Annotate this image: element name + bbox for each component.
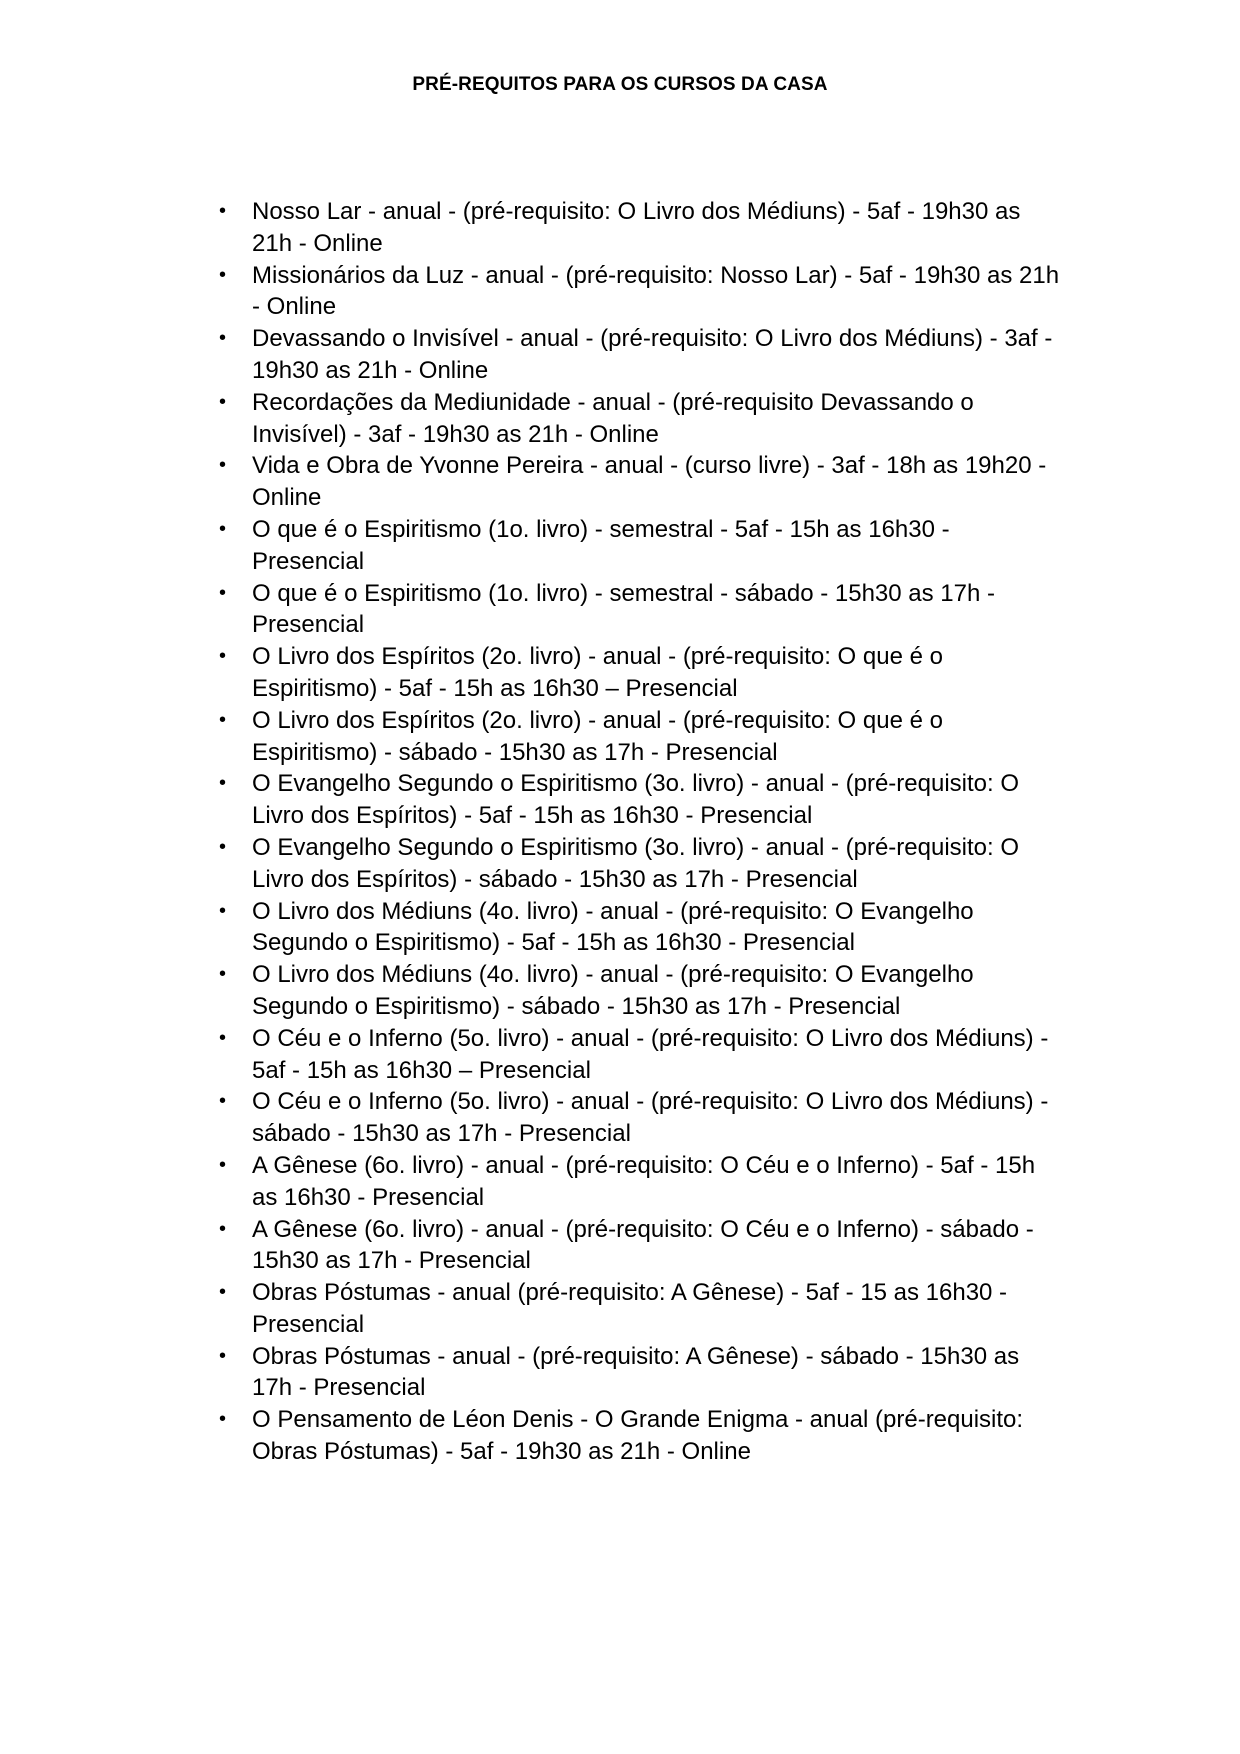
- bullet-icon: •: [219, 963, 227, 986]
- list-item: [219, 832, 1062, 896]
- course-text: O Livro dos Espíritos (2o. livro) - anual - (pré-requisito: O que é o Espiritismo) - sábado - 15h30 as 17h - Presencial: [252, 706, 943, 766]
- bullet-icon: •: [219, 899, 227, 922]
- course-text: O Evangelho Segundo o Espiritismo (3o. livro) - anual - (pré-requisito: O Livro dos Espíritos) - sábado - 15h30 as 17h - Presencial: [252, 833, 1020, 893]
- course-text: O Livro dos Médiuns (4o. livro) - anual - (pré-requisito: O Evangelho Segundo o Espiritismo) - sábado - 15h30 as 17h - Presencial: [252, 961, 974, 1020]
- course-text: Obras Póstumas - anual (pré-requisito: A Gênese) - 5af - 15 as 16h30 - Presencial: [252, 1279, 1008, 1338]
- course-text: Missionários da Luz - anual - (pré-requisito: Nosso Lar) - 5af - 19h30 as 21h - Online: [252, 261, 1060, 321]
- course-text: O Livro dos Espíritos (2o. livro) - anual - (pré-requisito: O que é o Espiritismo) - 5af - 15h as 16h30 – Presencial: [252, 643, 943, 702]
- list-item: [219, 260, 1062, 324]
- course-text: Devassando o Invisível - anual - (pré-requisito: O Livro dos Médiuns) - 3af - 19h30 as 21h - Online: [252, 325, 1053, 384]
- bullet-icon: •: [219, 263, 227, 286]
- list-item: [219, 1341, 1062, 1405]
- course-text: A Gênese (6o. livro) - anual - (pré-requisito: O Céu e o Inferno) - 5af - 15h as 16h30 - Presencial: [252, 1151, 1036, 1211]
- course-list: [219, 196, 1062, 1468]
- course-text: A Gênese (6o. livro) - anual - (pré-requisito: O Céu e o Inferno) - sábado - 15h30 as 17h - Presencial: [252, 1215, 1034, 1275]
- list-item: [219, 514, 1062, 578]
- bullet-icon: •: [219, 835, 227, 858]
- course-text: Obras Póstumas - anual - (pré-requisito: A Gênese) - sábado - 15h30 as 17h - Presencial: [252, 1342, 1020, 1402]
- bullet-icon: •: [219, 200, 227, 222]
- course-text: O Pensamento de Léon Denis - O Grande Enigma - anual (pré-requisito: Obras Póstumas) - 5af - 19h30 as 21h - Online: [252, 1406, 1024, 1466]
- document-title: PRÉ-REQUITOS PARA OS CURSOS DA CASA: [412, 74, 828, 95]
- bullet-icon: •: [219, 581, 227, 604]
- course-text: Nosso Lar - anual - (pré-requisito: O Livro dos Médiuns) - 5af - 19h30 as 21h - Online: [252, 198, 1021, 257]
- list-item: [219, 896, 1062, 960]
- list-item: [219, 578, 1062, 642]
- bullet-icon: •: [219, 772, 227, 795]
- bullet-icon: •: [219, 1217, 227, 1240]
- list-item: [219, 705, 1062, 769]
- course-text: O Céu e o Inferno (5o. livro) - anual - (pré-requisito: O Livro dos Médiuns) - 5af - 15h as 16h30 – Presencial: [252, 1024, 1049, 1084]
- list-item: [219, 768, 1062, 832]
- bullet-icon: •: [219, 1026, 227, 1049]
- list-item: [219, 450, 1062, 514]
- list-item: [219, 1023, 1062, 1087]
- list-item: [219, 959, 1062, 1023]
- list-item: [219, 1150, 1062, 1214]
- course-text: O Livro dos Médiuns (4o. livro) - anual - (pré-requisito: O Evangelho Segundo o Espiritismo) - 5af - 15h as 16h30 - Presencial: [252, 897, 974, 957]
- course-text: O Evangelho Segundo o Espiritismo (3o. livro) - anual - (pré-requisito: O Livro dos Espíritos) - 5af - 15h as 16h30 - Presencial: [252, 770, 1020, 830]
- bullet-icon: •: [219, 454, 227, 477]
- list-item: [219, 1086, 1062, 1150]
- course-text: Recordações da Mediunidade - anual - (pré-requisito Devassando o Invisível) - 3af - 19h30 as 21h - Online: [252, 388, 974, 448]
- list-item: [219, 641, 1062, 705]
- list-item: [219, 387, 1062, 451]
- bullet-icon: •: [219, 1090, 227, 1113]
- bullet-icon: •: [219, 1153, 227, 1176]
- course-text: Vida e Obra de Yvonne Pereira - anual - (curso livre) - 3af - 18h as 19h20 - Online: [252, 452, 1047, 512]
- bullet-icon: •: [219, 645, 227, 668]
- bullet-icon: •: [219, 390, 227, 413]
- bullet-icon: •: [219, 1408, 227, 1431]
- list-item: [219, 1277, 1062, 1341]
- bullet-icon: •: [219, 327, 227, 350]
- list-item: [219, 196, 1062, 260]
- course-text: O que é o Espiritismo (1o. livro) - semestral - 5af - 15h as 16h30 - Presencial: [252, 515, 950, 575]
- list-item: [219, 1214, 1062, 1278]
- bullet-icon: •: [219, 1344, 227, 1367]
- course-text: O Céu e o Inferno (5o. livro) - anual - (pré-requisito: O Livro dos Médiuns) - sábado - 15h30 as 17h - Presencial: [252, 1088, 1049, 1148]
- bullet-icon: •: [219, 517, 227, 540]
- bullet-icon: •: [219, 708, 227, 731]
- bullet-icon: •: [219, 1281, 227, 1304]
- list-item: [219, 323, 1062, 387]
- list-item: [219, 1404, 1062, 1468]
- course-text: O que é o Espiritismo (1o. livro) - semestral - sábado - 15h30 as 17h - Presencial: [252, 579, 995, 639]
